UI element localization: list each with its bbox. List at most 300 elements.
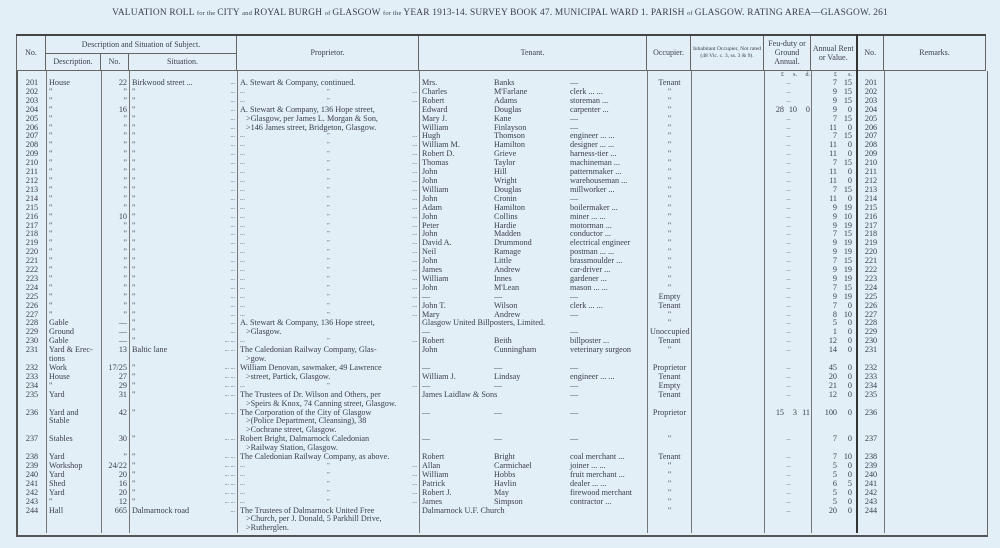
header-proprietor: Proprietor.	[237, 35, 419, 70]
description-line: "	[49, 283, 53, 292]
rent-amount: 7	[832, 453, 837, 462]
tenant-surname: Douglas	[494, 185, 522, 194]
street-number: "	[102, 124, 130, 133]
empty-cell	[420, 71, 648, 79]
tenant-occupation: patternmaker ...	[570, 168, 622, 177]
tenant-cell	[420, 239, 648, 248]
row-number: 204	[18, 106, 47, 115]
feu-dots: ...	[786, 124, 791, 131]
description-line: "	[49, 176, 53, 185]
annual-rent-cell	[812, 319, 858, 328]
tenant-surname: Kane	[494, 114, 512, 123]
table-row	[18, 150, 987, 159]
tenant-occupation: veterinary surgeon	[570, 346, 632, 355]
ditto-mark: ...	[412, 497, 417, 505]
empty-cell	[47, 71, 102, 79]
situation-dots: ... ...	[224, 391, 235, 398]
ditto-mark: "	[327, 194, 330, 202]
feu-duty-cell	[765, 213, 812, 222]
feu-dots: ...	[786, 365, 791, 371]
proprietor-cell	[238, 222, 420, 231]
feu-dots: ...	[786, 169, 791, 176]
situation-dots: ... ...	[224, 454, 235, 461]
tenant-first-name: —	[422, 408, 431, 417]
remarks-cell	[885, 462, 987, 471]
rent-amount: 19	[843, 203, 852, 212]
rent-amount: 0	[847, 497, 852, 506]
occupier-cell: "	[648, 489, 692, 498]
rent-amount: 11	[829, 176, 837, 185]
rent-amount: 9	[832, 248, 837, 257]
rent-amount: 7	[832, 159, 837, 168]
occupier-cell: Tenant	[648, 373, 692, 382]
situation-dots: ... ...	[224, 373, 235, 380]
tenant-cell	[420, 319, 648, 328]
situation-cell	[130, 435, 238, 453]
inhabitant-cell	[692, 373, 765, 382]
occupier-cell: "	[648, 346, 692, 364]
tenant-cell	[420, 480, 648, 489]
feu-dots: ...	[786, 302, 791, 309]
row-number: 239	[18, 462, 47, 471]
street-number: 20	[102, 489, 130, 498]
tenant-surname: Bright	[494, 453, 515, 462]
tenant-cell	[420, 293, 648, 302]
row-number: 243	[18, 498, 47, 507]
tenant-cell	[420, 462, 648, 471]
tenant-surname: Drummond	[494, 239, 532, 248]
street-number: 10	[102, 213, 130, 222]
feu-duty-cell	[765, 97, 812, 106]
header-annual-rent: Annual Rent or Value.	[811, 35, 857, 70]
feu-duty-cell	[765, 409, 812, 436]
row-number: 236	[18, 409, 47, 436]
occupier-cell: Tenant	[648, 79, 692, 88]
annual-rent-cell	[812, 337, 858, 346]
description-cell	[47, 498, 102, 507]
tenant-occupation: designer ... ...	[570, 141, 615, 150]
situation-dots: ...	[230, 302, 235, 309]
feu-dots: ...	[786, 275, 791, 282]
remarks-cell	[885, 204, 987, 213]
proprietor-ditto	[240, 88, 417, 97]
description-cell	[47, 346, 102, 364]
ditto-mark: ...	[240, 274, 245, 282]
rent-amount: 15	[843, 230, 852, 239]
situation-text: "	[132, 453, 136, 462]
description-cell	[47, 177, 102, 186]
feu-amount: 3	[792, 408, 797, 417]
annual-rent-cell	[812, 195, 858, 204]
description-line: "	[49, 266, 53, 275]
rent-amount: 15	[843, 87, 852, 96]
inhabitant-cell	[692, 124, 765, 133]
situation-dots: ...	[230, 311, 235, 318]
empty-cell	[885, 71, 987, 79]
feu-duty-cell	[765, 168, 812, 177]
rent-amount: 12	[828, 337, 837, 346]
ditto-mark: ...	[412, 230, 417, 238]
feu-duty-cell	[765, 453, 812, 462]
row-number: 231	[18, 346, 47, 364]
occupier-cell: "	[648, 266, 692, 275]
situation-cell	[130, 337, 238, 346]
proprietor-cell	[238, 480, 420, 489]
tenant-occupation: —	[570, 408, 579, 417]
row-number: 226	[18, 302, 47, 311]
row-number: 206	[18, 124, 47, 133]
tenant-first-name: Adam	[422, 203, 443, 212]
title-part: VALUATION ROLL	[112, 8, 197, 18]
tenant-cell	[420, 186, 648, 195]
ditto-mark: "	[327, 248, 330, 256]
situation-text: "	[132, 114, 136, 123]
tenant-cell	[420, 328, 648, 337]
tenant-surname: Hobbs	[494, 470, 516, 479]
street-number: 17/25	[102, 364, 130, 373]
description-line: "	[49, 292, 53, 301]
description-line: Yard and	[49, 408, 79, 417]
table-row	[18, 391, 987, 409]
ditto-mark: "	[327, 497, 330, 505]
proprietor-cell	[238, 239, 420, 248]
row-number-right: 229	[858, 328, 885, 337]
feu-duty-cell	[765, 266, 812, 275]
feu-duty-cell	[765, 124, 812, 133]
table-row	[18, 213, 987, 222]
situation-cell	[130, 364, 238, 373]
inhabitant-cell	[692, 507, 765, 534]
proprietor-cell	[238, 150, 420, 159]
ditto-mark: ...	[240, 381, 245, 389]
remarks-cell	[885, 284, 987, 293]
tenant-first-name: William	[422, 123, 449, 132]
description-line: "	[49, 239, 53, 248]
situation-cell	[130, 239, 238, 248]
remarks-cell	[885, 319, 987, 328]
tenant-cell	[420, 284, 648, 293]
tenant-surname: Madden	[494, 230, 521, 239]
tenant-first-name: Robert	[422, 337, 445, 346]
proprietor-line: >(Police Department, Cleansing), 38	[246, 416, 367, 426]
tenant-first-name: Mary J.	[422, 114, 448, 123]
description-cell	[47, 319, 102, 328]
tenant-surname: Little	[494, 257, 512, 266]
empty-cell	[648, 71, 692, 79]
tenant-occupation: firewood merchant	[570, 488, 633, 497]
feu-dots: ...	[786, 471, 791, 478]
proprietor-cell	[238, 373, 420, 382]
row-number: 212	[18, 177, 47, 186]
situation-dots: ...	[230, 258, 235, 265]
situation-cell	[130, 293, 238, 302]
annual-rent-cell	[812, 293, 858, 302]
proprietor-ditto	[240, 195, 417, 204]
description-line: "	[49, 301, 53, 310]
inhabitant-cell	[692, 222, 765, 231]
street-number: "	[102, 159, 130, 168]
table-header	[16, 34, 986, 71]
inhabitant-cell	[692, 435, 765, 453]
tenant-first-name: David A.	[422, 239, 452, 248]
table-row	[18, 71, 987, 79]
tenant-occupation: —	[570, 364, 579, 372]
annual-rent-cell	[812, 88, 858, 97]
description-line: Ground	[49, 328, 75, 337]
ditto-mark: ...	[412, 274, 417, 282]
description-cell	[47, 186, 102, 195]
situation-cell	[130, 115, 238, 124]
rent-amount: 11	[829, 194, 837, 203]
feu-duty-cell	[765, 106, 812, 115]
row-number: 211	[18, 168, 47, 177]
tenant-occupation: boilermaker ...	[570, 203, 618, 212]
feu-dots: ...	[786, 213, 791, 220]
rent-units	[812, 71, 858, 79]
row-number: 207	[18, 132, 47, 141]
feu-dots: ...	[786, 142, 791, 149]
row-number: 225	[18, 293, 47, 302]
feu-duty-cell	[765, 150, 812, 159]
rent-amount: 9	[832, 87, 837, 96]
tenant-cell	[420, 222, 648, 231]
street-number: "	[102, 168, 130, 177]
table-row	[18, 159, 987, 168]
description-line: "	[49, 203, 53, 212]
situation-text: "	[132, 292, 136, 301]
description-cell	[47, 293, 102, 302]
street-number: —	[102, 328, 130, 337]
row-number-right: 238	[858, 453, 885, 462]
row-number: 202	[18, 88, 47, 97]
row-number-right: 235	[858, 391, 885, 409]
situation-text: Birkwood street ...	[132, 79, 193, 87]
description-cell	[47, 275, 102, 284]
table-row	[18, 453, 987, 462]
description-cell	[47, 391, 102, 409]
tenant-occupation: warehouseman ...	[570, 176, 628, 185]
ditto-mark: "	[327, 221, 330, 229]
tenant-surname: —	[494, 292, 503, 301]
rent-amount: 0	[847, 105, 852, 114]
street-number: 42	[102, 409, 130, 436]
feu-duty-cell	[765, 230, 812, 239]
situation-dots: ...	[230, 142, 235, 149]
ditto-mark: ...	[240, 497, 245, 505]
remarks-cell	[885, 79, 987, 88]
situation-cell	[130, 257, 238, 266]
situation-dots: ... ...	[224, 498, 235, 505]
proprietor-line: The Corporation of the City of Glasgow	[240, 407, 372, 417]
table-row	[18, 373, 987, 382]
tenant-first-name: William M.	[422, 141, 460, 150]
proprietor-cell	[238, 204, 420, 213]
proprietor-cell	[238, 471, 420, 480]
proprietor-ditto	[240, 266, 417, 275]
feu-dots: ...	[786, 293, 791, 300]
proprietor-line: >Railway Station, Glasgow.	[246, 443, 338, 453]
feu-amount: 28	[775, 105, 784, 114]
inhabitant-cell	[692, 275, 765, 284]
table-row	[18, 88, 987, 97]
tenant-surname: May	[494, 488, 510, 497]
street-number: 20	[102, 471, 130, 480]
rent-amount: 0	[847, 364, 852, 372]
street-number: "	[102, 97, 130, 106]
situation-dots: ...	[230, 186, 235, 193]
street-number: "	[102, 284, 130, 293]
proprietor-cell	[238, 462, 420, 471]
remarks-cell	[885, 498, 987, 507]
inhabitant-cell	[692, 311, 765, 320]
proprietor-line: Robert Bright, Dalmarnock Caledonian	[240, 434, 370, 444]
header-remarks: Remarks.	[884, 35, 986, 70]
ditto-mark: ...	[412, 132, 417, 140]
tenant-first-name: James Laidlaw & Sons	[422, 390, 498, 399]
rent-amount: 0	[847, 435, 852, 444]
row-number: 217	[18, 222, 47, 231]
description-cell	[47, 141, 102, 150]
rent-amount: 0	[847, 488, 852, 497]
table-row	[18, 507, 987, 534]
header-occupier: Occupier.	[647, 35, 691, 70]
situation-text: "	[132, 221, 136, 230]
rent-amount: 7	[832, 185, 837, 194]
street-number: "	[102, 302, 130, 311]
feu-dots: ...	[786, 391, 791, 398]
tenant-first-name: Charles	[422, 87, 448, 96]
inhabitant-cell	[692, 328, 765, 337]
tenant-occupation: —	[570, 123, 579, 132]
table-row	[18, 471, 987, 480]
tenant-cell	[420, 195, 648, 204]
street-number: "	[102, 248, 130, 257]
tenant-cell	[420, 364, 648, 373]
description-line: Yard	[49, 453, 65, 462]
tenant-cell	[420, 213, 648, 222]
feu-duty-cell	[765, 373, 812, 382]
proprietor-ditto	[240, 230, 417, 239]
header-number: No.	[101, 53, 129, 70]
rent-amount: 11	[829, 141, 837, 150]
feu-dots: ...	[786, 115, 791, 122]
row-number-right: 230	[858, 337, 885, 346]
tenant-cell	[420, 124, 648, 133]
row-number-right: 221	[858, 257, 885, 266]
situation-text: "	[132, 87, 136, 96]
feu-dots: ...	[786, 151, 791, 158]
situation-text: "	[132, 176, 136, 185]
ditto-mark: ...	[412, 141, 417, 149]
situation-text: "	[132, 274, 136, 283]
proprietor-ditto	[240, 213, 417, 222]
remarks-cell	[885, 364, 987, 373]
situation-dots: ...	[230, 169, 235, 176]
row-number: 241	[18, 480, 47, 489]
header-description-group: Description and Situation of Subject.	[46, 35, 237, 53]
rent-amount: 15	[843, 79, 852, 87]
description-line: Yard	[49, 488, 65, 497]
ditto-mark: ...	[412, 310, 417, 318]
street-number: 30	[102, 435, 130, 453]
description-cell	[47, 507, 102, 534]
tenant-cell	[420, 337, 648, 346]
tenant-occupation: —	[570, 79, 579, 87]
ditto-mark: "	[327, 274, 330, 282]
rent-amount: 100	[824, 408, 837, 417]
occupier-cell: "	[648, 159, 692, 168]
inhabitant-cell	[692, 409, 765, 436]
row-number-right: 233	[858, 373, 885, 382]
feu-duty-cell	[765, 391, 812, 409]
description-line: "	[49, 123, 53, 132]
proprietor-cell	[238, 266, 420, 275]
row-number: 214	[18, 195, 47, 204]
annual-rent-cell	[812, 346, 858, 364]
feu-dots: ...	[786, 80, 791, 86]
ditto-mark: ...	[412, 266, 417, 274]
proprietor-cell	[238, 230, 420, 239]
feu-duty-cell	[765, 462, 812, 471]
situation-dots: ... ...	[224, 480, 235, 487]
occupier-cell: Proprietor	[648, 364, 692, 373]
rent-amount: 9	[832, 266, 837, 275]
row-number-right: 222	[858, 266, 885, 275]
situation-dots: ... ...	[224, 471, 235, 478]
feu-duty-cell	[765, 328, 812, 337]
tenant-occupation: clerk ... ...	[570, 87, 603, 96]
ditto-mark: ...	[240, 132, 245, 140]
tenant-first-name: James	[422, 497, 443, 506]
annual-rent-cell	[812, 230, 858, 239]
situation-dots: ...	[230, 204, 235, 211]
feu-dots: ...	[786, 88, 791, 95]
proprietor-ditto	[240, 275, 417, 284]
situation-dots: ... ...	[224, 365, 235, 371]
feu-dots: ...	[786, 311, 791, 318]
ditto-mark: "	[327, 96, 330, 104]
remarks-cell	[885, 489, 987, 498]
proprietor-cell	[238, 435, 420, 453]
row-number: 213	[18, 186, 47, 195]
description-cell	[47, 373, 102, 382]
tenant-surname: M'Farlane	[494, 87, 528, 96]
proprietor-line: The Trustees of Dr. Wilson and Others, per	[240, 389, 381, 399]
situation-dots: ...	[230, 329, 235, 336]
tenant-first-name: —	[422, 435, 431, 444]
rent-amount: 11	[829, 123, 837, 132]
description-line: "	[49, 274, 53, 283]
remarks-cell	[885, 507, 987, 534]
proprietor-line: >Rutherglen.	[246, 523, 289, 533]
ditto-mark: ...	[240, 141, 245, 149]
header-no: No.	[17, 35, 46, 70]
title-part: GLASGOW. RATING AREA—GLASGOW. 261	[694, 8, 888, 18]
table-row	[18, 346, 987, 364]
tenant-first-name: William	[422, 185, 449, 194]
ditto-mark: ...	[412, 488, 417, 496]
description-line: "	[49, 114, 53, 123]
feu-duty-cell	[765, 507, 812, 534]
rent-amount: 19	[843, 266, 852, 275]
unit-label: £	[834, 72, 837, 78]
row-number-right: 232	[858, 364, 885, 373]
description-line: Work	[49, 364, 67, 372]
ditto-mark: ...	[240, 194, 245, 202]
title-part: and	[242, 10, 254, 17]
proprietor-ditto	[240, 471, 417, 480]
remarks-cell	[885, 337, 987, 346]
